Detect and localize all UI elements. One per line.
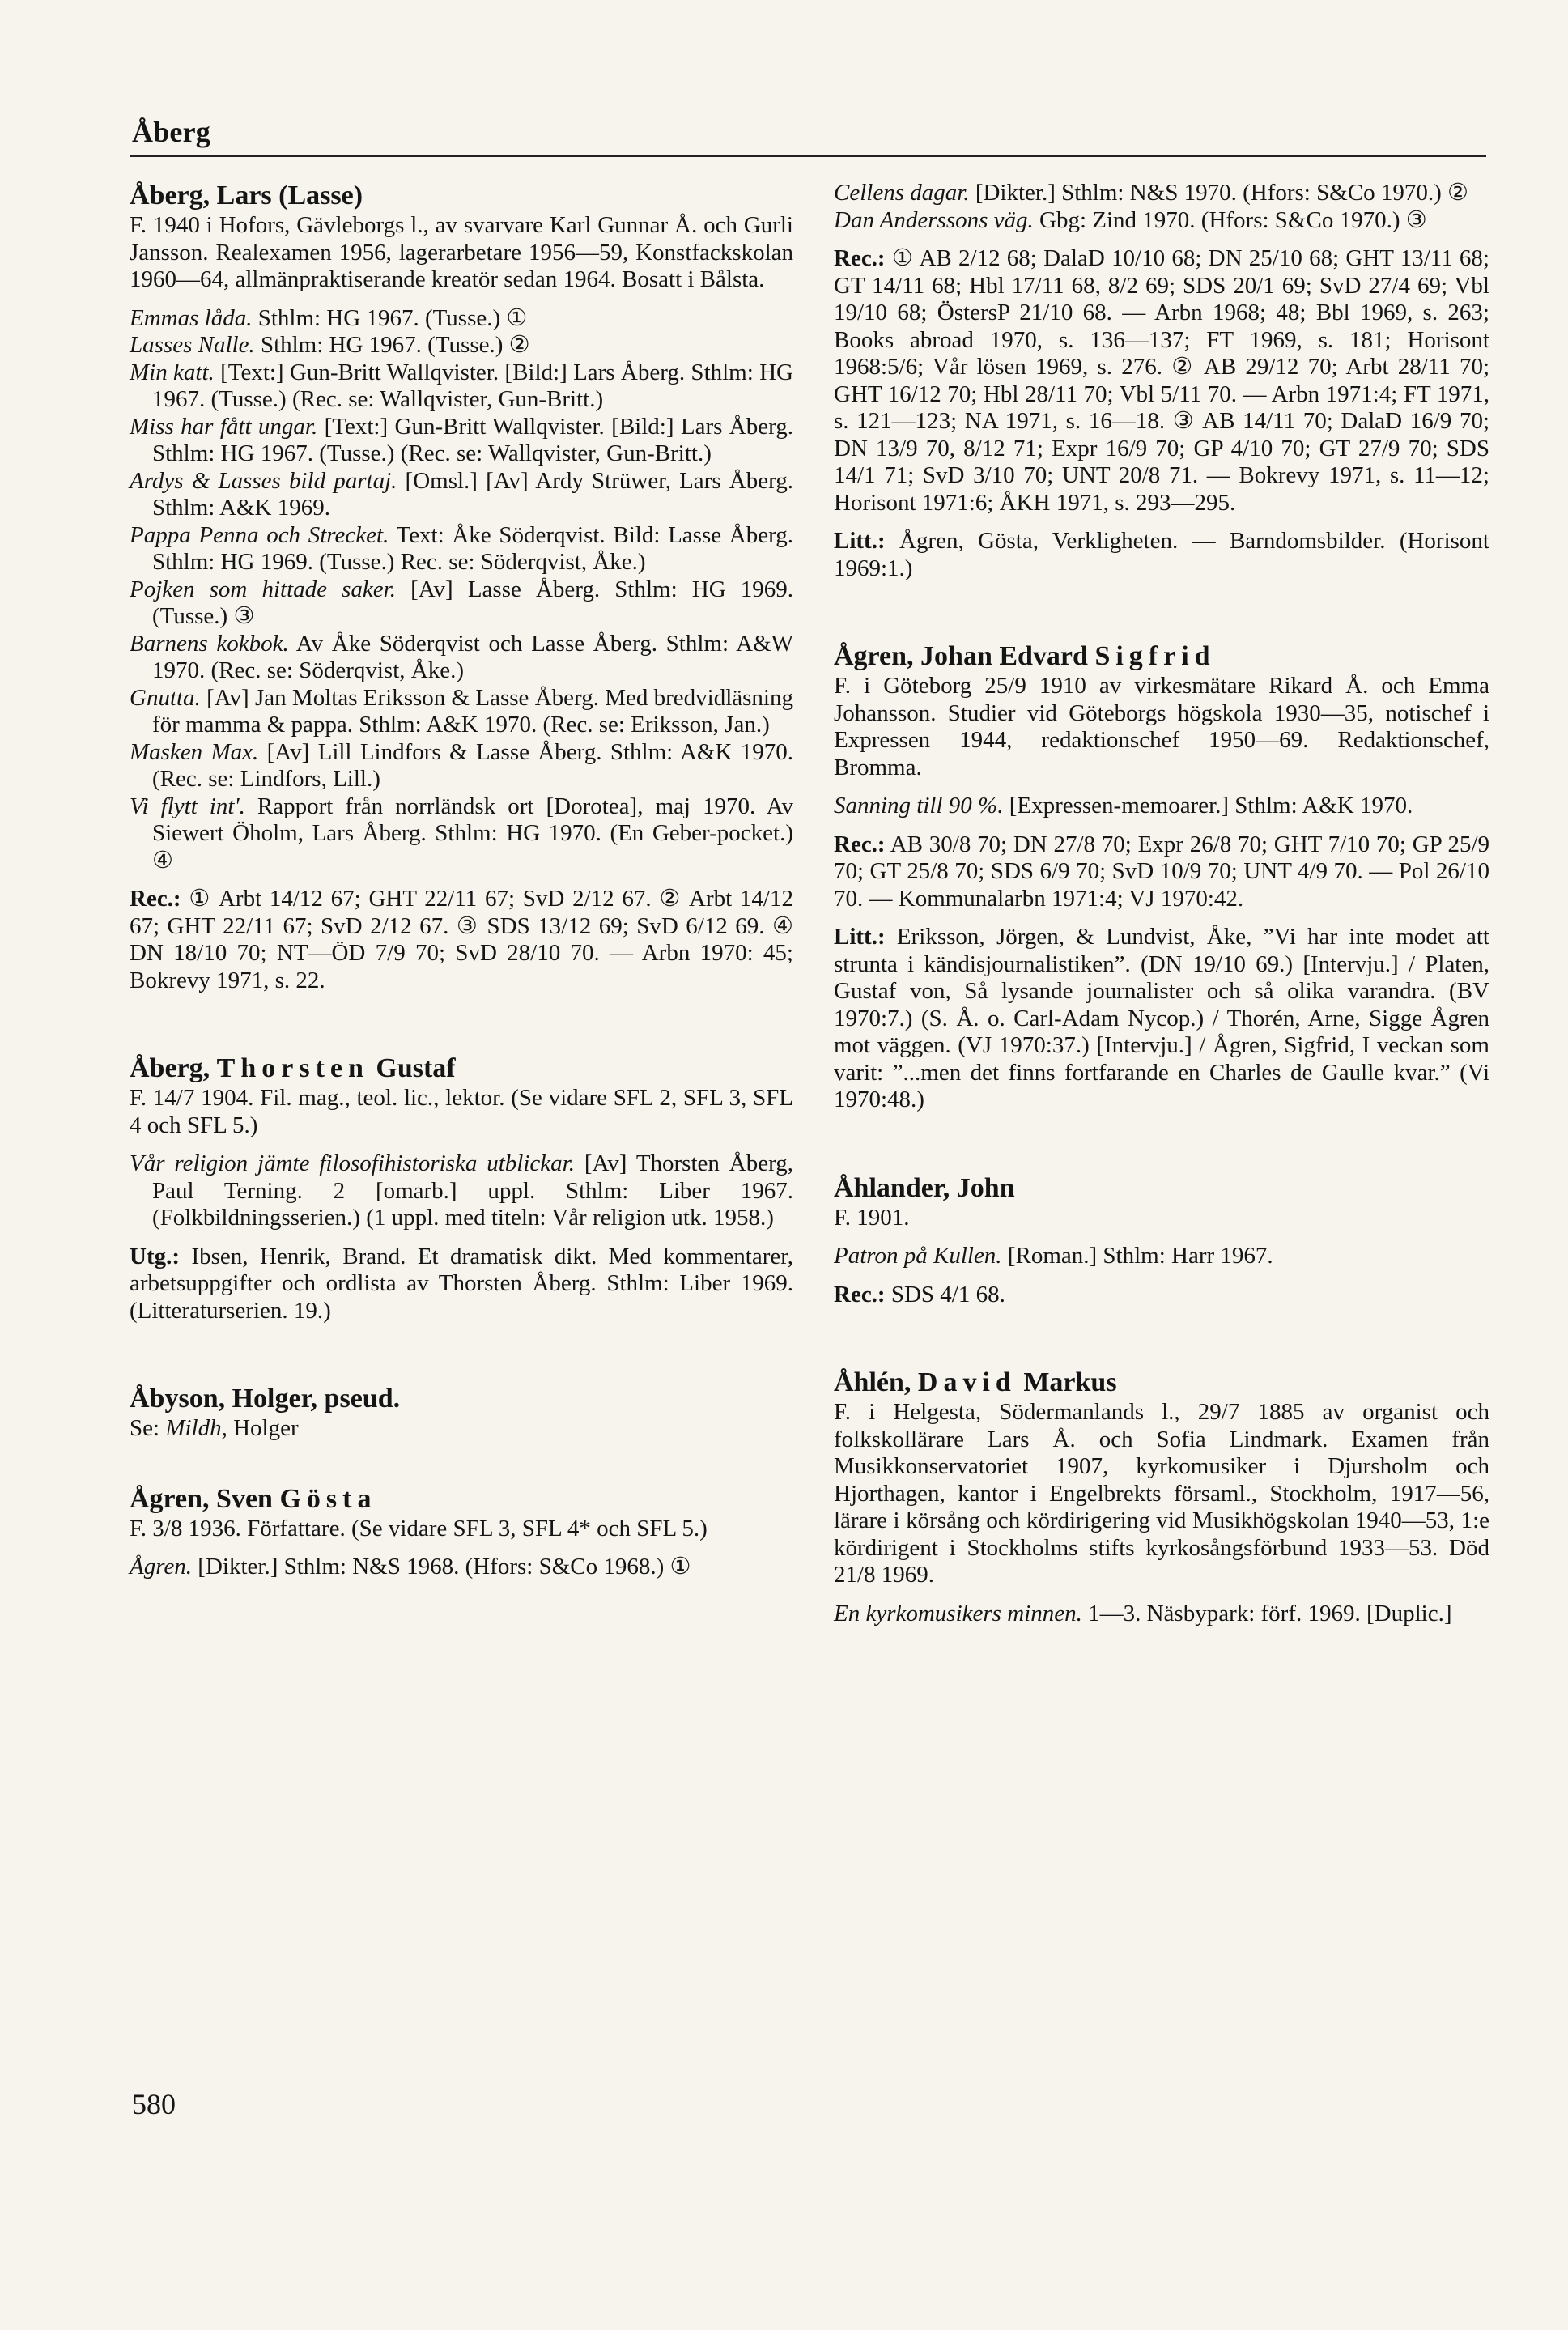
work-details: [Omsl.] [Av] Ardy Strüwer, Lars Åberg. Sthlm: A&K 1969. [152,467,793,521]
running-head: Åberg [132,116,210,148]
entry-name-part: Gustaf [368,1053,456,1083]
header-rule [130,155,1486,157]
page-number: 580 [132,2088,176,2120]
work-item [130,359,793,414]
work-details: Gbg: Zind 1970. (Hfors: S&Co 1970.) ③ [1033,206,1427,233]
works-list [834,180,1489,234]
see-reference [130,1415,793,1443]
work-item [130,414,793,468]
work-title: Emmas låda. [130,304,253,331]
work-title: En kyrkomusikers minnen. [834,1600,1082,1626]
entry-bio: F. 14/7 1904. Fil. mag., teol. lic., lektor. (Se vidare SFL 2, SFL 3, SFL 4 och SFL 5.) [130,1085,793,1138]
entry-agren-sven [130,1483,793,1581]
work-title: Cellens dagar. [834,180,970,206]
work-details: [Roman.] Sthlm: Harr 1967. [1001,1243,1273,1269]
work-item [834,207,1489,235]
work-title: Min katt. [130,359,215,385]
entry-aberg-thorsten [130,1052,793,1324]
works-list [130,305,793,875]
work-details: [Expressen-memoarer.] Sthlm: A&K 1970. [1003,793,1413,818]
works-list [834,1243,1489,1270]
entry-agren-sven-continued [834,180,1489,582]
entry-name: Åhlander, John [834,1172,1015,1203]
work-details: [Text:] Gun-Britt Wallqvister. [Bild:] Lars Åberg. Sthlm: HG 1967. (Tusse.) (Rec. se: Wallqvister, Gun-Britt.) [152,413,793,466]
entry-name [130,1483,793,1516]
work-item [130,576,793,631]
reviews-text: AB 30/8 70; DN 27/8 70; Expr 26/8 70; GHT 7/10 70; GP 25/9 70; GT 25/8 70; SDS 6/9 70; SvD 10/9 70; UNT 4/9 70. — Pol 26/10 70. — Kommunalarbn 1971:4; VJ 1970:42. [834,831,1489,912]
entry-name-part: Ågren, Johan Edvard [834,641,1095,671]
work-item [834,1243,1489,1270]
work-title: Pappa Penna och Strecket. [130,521,389,548]
reviews-text: ① Arbt 14/12 67; GHT 22/11 67; SvD 2/12 67. ② Arbt 14/12 67; GHT 22/11 67; SvD 2/12 67. ③ SDS 13/12 69; SvD 6/12 69. ④ DN 18/10 70; NT—ÖD 7/9 70; SvD 28/10 70. — Arbn 1970: 45; Bokrevy 1971, s. 22. [130,886,793,993]
entry-name [834,1367,1489,1399]
work-details: Rapport från norrländsk ort [Dorotea], maj 1970. Av Siewert Öholm, Lars Åberg. Sthlm: HG 1970. (En Geber-pocket.) ④ [152,793,794,874]
reviews-text: ① AB 2/12 68; DalaD 10/10 68; DN 25/10 68; GHT 13/11 68; GT 14/11 68; Hbl 17/11 68, 8/2 69; SDS 20/1 69; SvD 27/4 69; Vbl 19/10 68; ÖstersP 21/10 68. — Arbn 1968; 48; Bbl 1969, s. 263; Books abroad 1970, s. 136—137; FT 1969, s. 181; Horisont 1968:5/6; Vår lösen 1969, s. 276. ② AB 29/12 70; Arbt 28/11 70; GHT 16/12 70; Hbl 28/11 70; Vbl 5/11 70. — Arbn 1971:4; FT 1971, s. 121—123; NA 1971, s. 16—18. ③ AB 14/11 70; DalaD 16/9 70; DN 13/9 70, 8/12 71; Expr 16/9 70; GP 4/10 70; GT 27/9 70; SDS 14/1 71; SvD 3/10 70; UNT 20/8 71. — Bokrevy 1971, s. 11—12; Horisont 1971:6; ÅKH 1971, s. 293—295. [834,245,1489,516]
literature [834,528,1489,582]
work-title: Dan Anderssons väg. [834,206,1034,233]
left-column [130,180,793,1592]
literature [834,924,1489,1114]
entry-bio: F. 3/8 1936. Författare. (Se vidare SFL 3, SFL 4* och SFL 5.) [130,1515,708,1541]
work-details: [Dikter.] Sthlm: N&S 1970. (Hfors: S&Co 1970.) ② [969,180,1469,206]
work-title: Gnutta. [130,684,201,711]
reviews-text: SDS 4/1 68. [885,1281,1005,1307]
work-title: Ardys & Lasses bild partaj. [130,467,397,494]
work-item [130,685,793,739]
literature-label: Litt.: [834,924,886,950]
entry-aberg-lars [130,180,793,994]
see-name: Mildh, [165,1415,227,1441]
editions [130,1244,793,1325]
entry-name [834,640,1489,673]
entry-agren-johan [834,640,1489,1114]
work-details: [Av] Jan Moltas Eriksson & Lasse Åberg. Med bredvidläsning för mamma & pappa. Sthlm: A&K 1970. (Rec. se: Eriksson, Jan.) [152,684,793,738]
work-title: Vi flytt int'. [130,793,245,819]
right-column [834,180,1489,1639]
work-item [130,1554,793,1581]
entry-abyson [130,1383,793,1443]
work-item [130,468,793,522]
entry-name-callname: Sigfrid [1094,641,1216,671]
work-item [130,793,793,875]
editions-label: Utg.: [130,1243,181,1269]
work-item [130,739,793,793]
work-details: Sthlm: HG 1967. (Tusse.) ② [254,332,530,358]
reviews [834,831,1489,913]
entry-ahlander [834,1172,1489,1309]
reviews [130,886,793,994]
entry-bio: F. 1940 i Hofors, Gävleborgs l., av svarvare Karl Gunnar Å. och Gurli Jansson. Realexamen 1956, lagerarbetare 1956—59, Konstfackskolan 1960—64, allmänpraktiserande kreatör sedan 1964. Bosatt i Bålsta. [130,212,793,292]
work-title: Vår religion jämte filosofihistoriska utblickar. [130,1150,575,1176]
work-item [130,305,793,333]
editions-text: Ibsen, Henrik, Brand. Et dramatisk dikt. Med kommentarer, arbetsuppgifter och ordlista av Thorsten Åberg. Sthlm: Liber 1969. (Litteraturserien. 19.) [130,1243,793,1324]
work-item [834,180,1489,207]
work-item [130,631,793,685]
work-item [130,522,793,576]
work-details: [Text:] Gun-Britt Wallqvister. [Bild:] Lars Åberg. Sthlm: HG 1967. (Tusse.) (Rec. se: Wallqvister, Gun-Britt.) [152,359,793,412]
reviews-label: Rec.: [130,886,181,912]
reviews-label: Rec.: [834,1281,886,1307]
entry-name-part: Ågren, Sven [130,1483,280,1514]
work-details: 1—3. Näsbypark: förf. 1969. [Duplic.] [1081,1600,1452,1626]
work-title: Patron på Kullen. [834,1243,1002,1269]
work-title: Sanning till 90 %. [834,793,1004,818]
see-label: Se: [130,1415,166,1441]
work-details: [Av] Lasse Åberg. Sthlm: HG 1969. (Tusse.) ③ [152,576,793,629]
entry-name: Åbyson, Holger, pseud. [130,1384,401,1414]
literature-label: Litt.: [834,528,886,554]
reviews-label: Rec.: [834,245,886,271]
entry-bio: F. 1901. [834,1204,910,1231]
work-title: Barnens kokbok. [130,630,289,657]
entry-name-part: Markus [1016,1367,1117,1397]
work-details: [Av] Lill Lindfors & Lasse Åberg. Sthlm: A&K 1970. (Rec. se: Lindfors, Lill.) [152,738,793,792]
literature-text: Eriksson, Jörgen, & Lundvist, Åke, ”Vi har inte modet att strunta i kändisjournalistiken”. (DN 19/10 69.) [Intervju.] / Platen, Gustaf von, Så lysande journalister och så olika varandra. (BV 1970:7.) (S. Å. o. Carl-Adam Nycop.) / Thorén, Arne, Sigge Ågren mot väggen. (VJ 1970:37.) [Intervju.] / Ågren, Sigfrid, I veckan som varit: ”...men det finns fortfarande en Charles de Gaulle kvar.” (Vi 1970:48.) [834,924,1489,1112]
works-list [834,793,1489,820]
entry-name-callname: Thorsten [216,1053,369,1083]
entry-name: Åberg, Lars (Lasse) [130,181,363,210]
works-list [130,1554,793,1581]
work-item [130,332,793,359]
work-title: Ågren. [130,1554,193,1580]
entry-name [130,1052,793,1085]
see-rest: Holger [227,1415,299,1441]
entry-ahlen [834,1367,1489,1627]
work-item [834,793,1489,820]
literature-text: Ågren, Gösta, Verkligheten. — Barndomsbilder. (Horisont 1969:1.) [834,528,1489,581]
entry-name-callname: David [917,1367,1017,1397]
works-list [834,1601,1489,1628]
work-details: [Dikter.] Sthlm: N&S 1968. (Hfors: S&Co 1968.) ① [192,1554,691,1580]
reviews [834,245,1489,517]
entry-name-callname: Gösta [279,1483,377,1514]
reviews [834,1282,1489,1309]
entry-name-part: Åhlén, [834,1367,918,1397]
work-details: Sthlm: HG 1967. (Tusse.) ① [252,304,528,331]
reviews-label: Rec.: [834,831,886,857]
entry-name-part: Åberg, [130,1053,217,1083]
works-list [130,1150,793,1232]
work-item [834,1601,1489,1628]
work-item [130,1150,793,1232]
work-title: Pojken som hittade saker. [130,576,396,602]
work-details: Av Åke Söderqvist och Lasse Åberg. Sthlm: A&W 1970. (Rec. se: Söderqvist, Åke.) [152,630,793,683]
work-title: Masken Max. [130,738,259,765]
work-title: Miss har fått ungar. [130,413,318,440]
work-details: Text: Åke Söderqvist. Bild: Lasse Åberg. Sthlm: HG 1969. (Tusse.) Rec. se: Söderqvist, Åke.) [152,521,794,575]
work-title: Lasses Nalle. [130,332,255,358]
entry-bio: F. i Göteborg 25/9 1910 av virkesmätare Rikard Å. och Emma Johansson. Studier vid Göteborgs högskola 1930—35, notischef i Expressen 1944, redaktionschef 1950—69. Redaktionschef, Bromma. [834,673,1489,780]
work-details: [Av] Thorsten Åberg, Paul Terning. 2 [omarb.] uppl. Sthlm: Liber 1967. (Folkbildningsserien.) (1 uppl. med titeln: Vår religion utk. 1958.) [152,1150,793,1231]
entry-bio: F. i Helgesta, Södermanlands l., 29/7 1885 av organist och folkskollärare Lars Å. och Sofia Lindmark. Examen från Musikkonservatoriet 1907, kyrkomusiker i Djursholm och Hjorthagen, kantor i Engelbrekts församl., Stockholm, 1917—56, lärare i körsång och kördirigering vid Musikhögskolan 1940—53, 1:e kördirigent i Stockholms stifts kyrkosångsförbund 1933—53. Död 21/8 1969. [834,1399,1489,1588]
